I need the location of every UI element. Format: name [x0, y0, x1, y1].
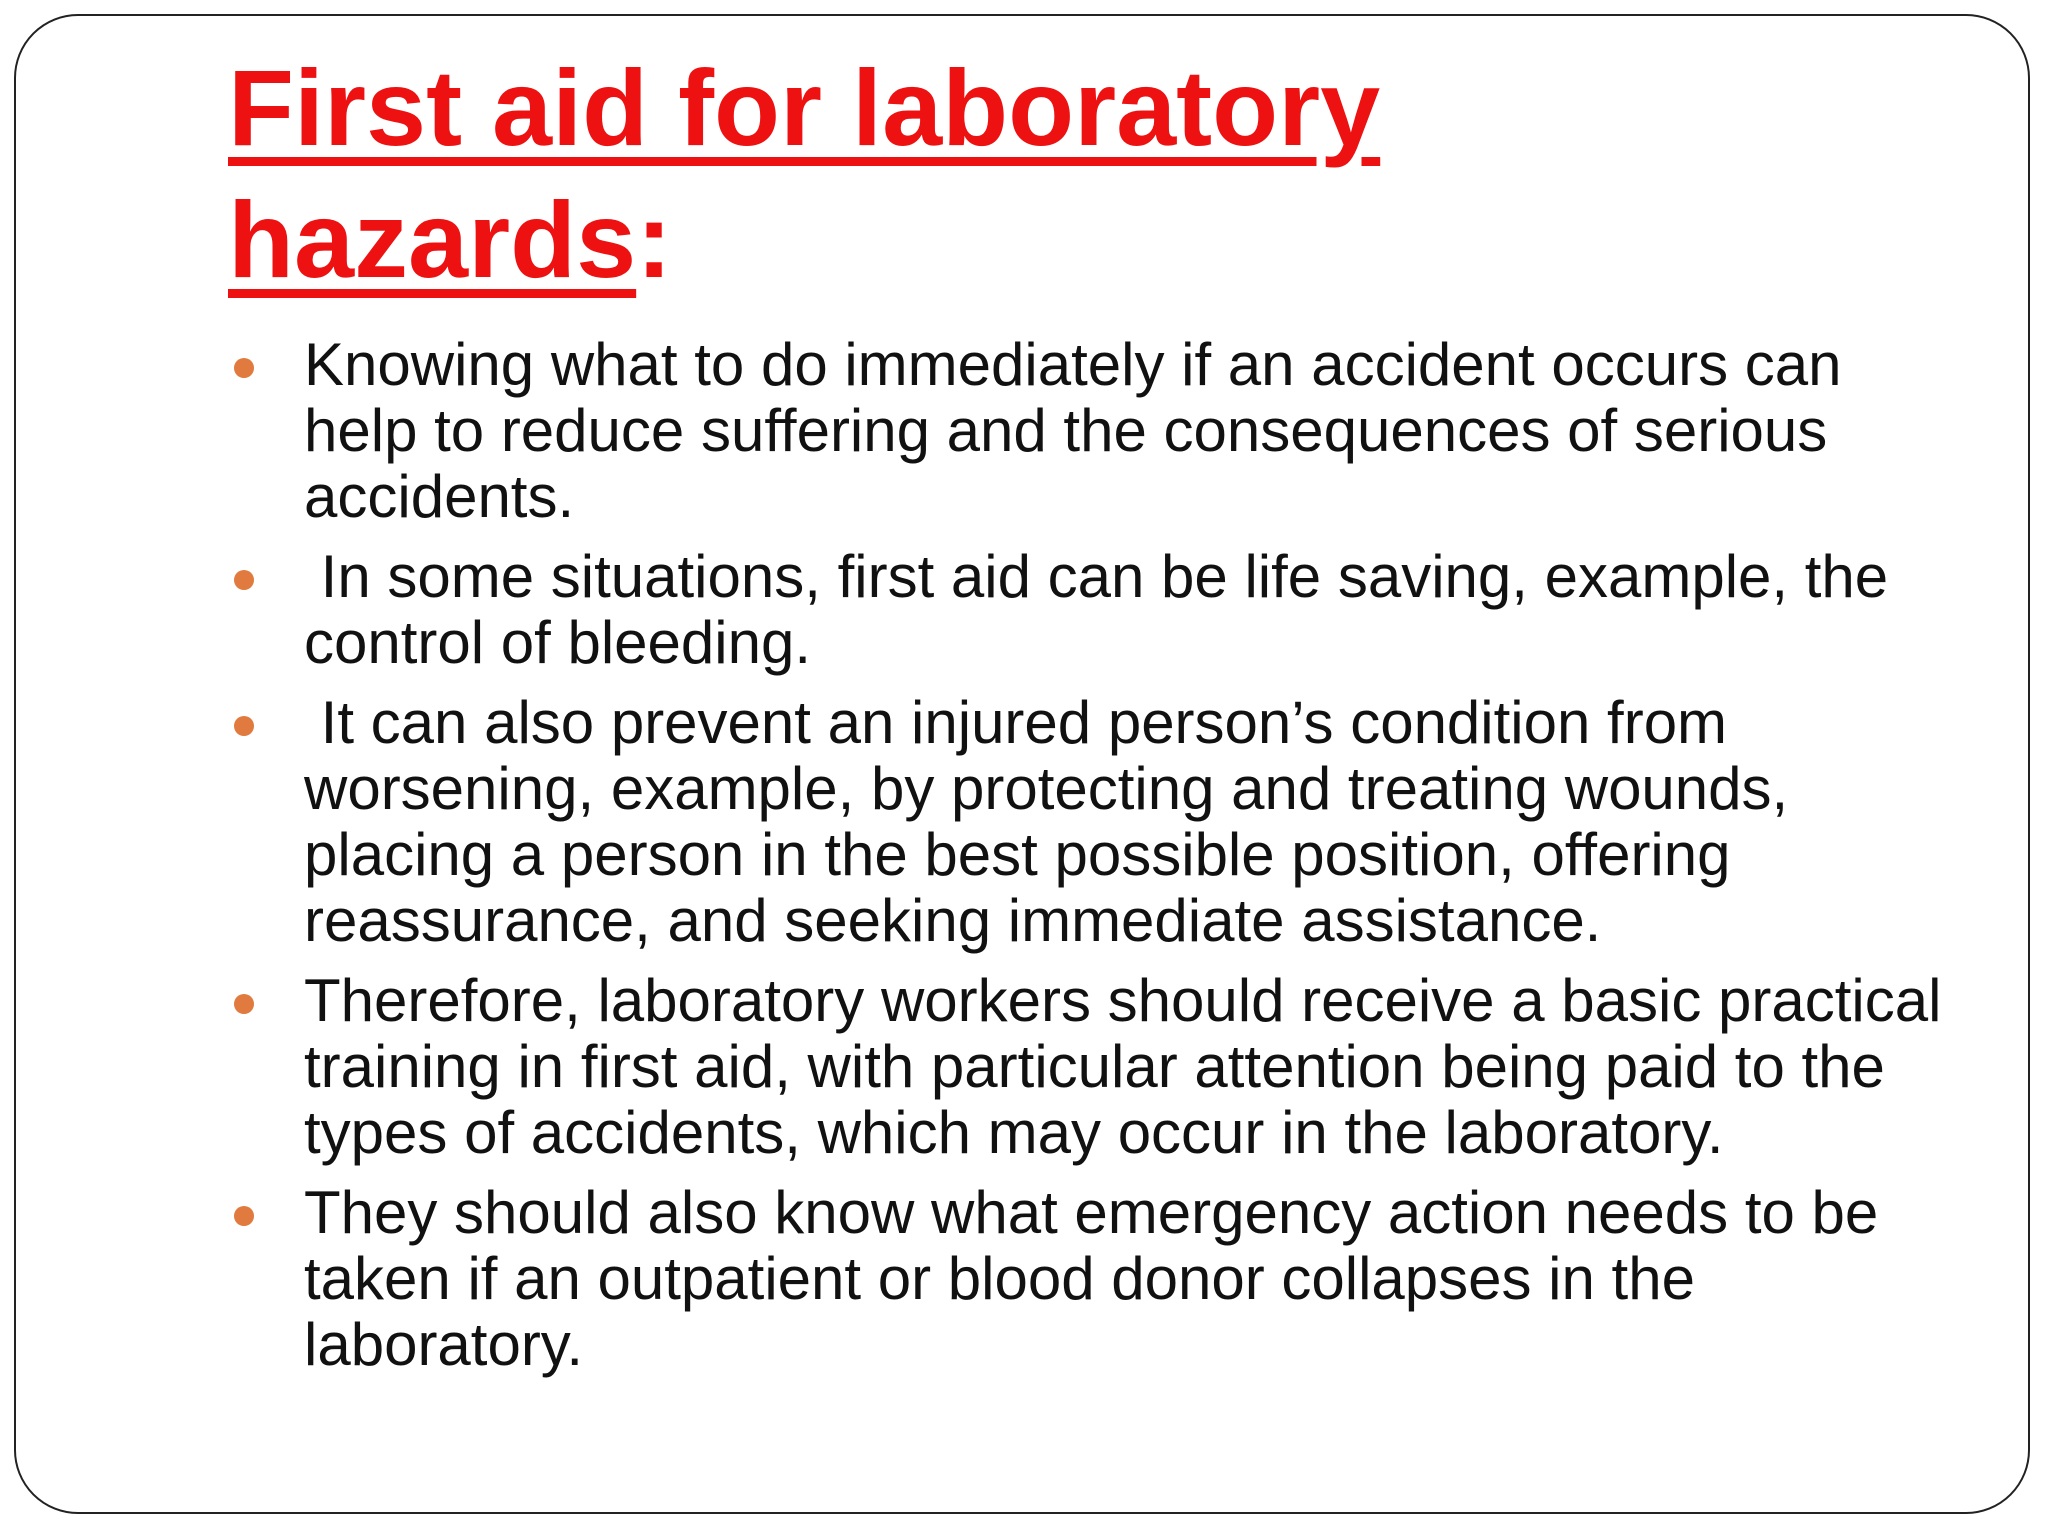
bullet-text: Knowing what to do immediately if an accident occurs can help to reduce suffering and the consequences of serious accidents.: [304, 331, 1842, 530]
bullet-text: Therefore, laboratory workers should receive a basic practical training in first aid, with particular attention being paid to the types of accidents, which may occur in the laboratory.: [304, 967, 1942, 1166]
bullet-text: In some situations, first aid can be life saving, example, the control of bleeding.: [304, 543, 1905, 676]
slide: [14, 14, 2030, 1514]
bullet-dot-icon: [234, 358, 254, 378]
bullet-item: [228, 544, 1948, 676]
slide-title-text: First aid for laboratory hazards: [228, 47, 1381, 300]
bullet-dot-icon: [234, 716, 254, 736]
slide-title-colon: :: [636, 179, 673, 300]
bullet-item: [228, 690, 1948, 954]
slide-title: [228, 42, 1828, 306]
bullet-dot-icon: [234, 994, 254, 1014]
bullet-item: [228, 968, 1948, 1166]
bullet-item: [228, 332, 1948, 530]
bullet-item: [228, 1180, 1948, 1378]
bullet-dot-icon: [234, 570, 254, 590]
bullet-dot-icon: [234, 1206, 254, 1226]
bullet-text: It can also prevent an injured person’s condition from worsening, example, by protecting and treating wounds, placing a person in the best possible position, offering reassurance, and seeking immediate assistance.: [304, 689, 1805, 954]
bullet-text: They should also know what emergency action needs to be taken if an outpatient or blood donor collapses in the laboratory.: [304, 1179, 1879, 1378]
bullet-list: [228, 332, 1948, 1392]
